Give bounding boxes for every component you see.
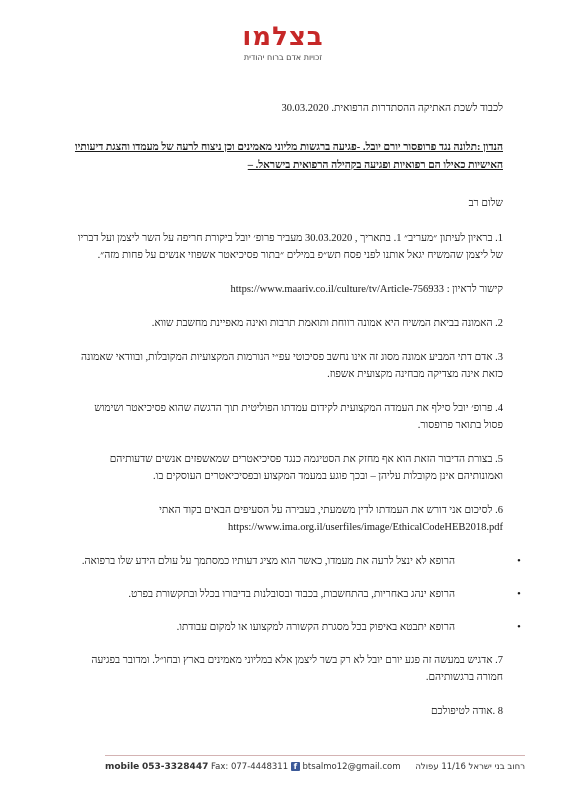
- ethics-code-link[interactable]: https://www.ima.org.il/userfiles/image/EthicalCodeHEB2018.pdf: [228, 522, 503, 533]
- list-item: [75, 586, 521, 603]
- paragraph-7: 7. אדגיש במעשה זה פגע יורם יובל לא רק בשר ליצמן אלא במליוני מאמינים בארץ ובחו״ל. ומדובר בפגיעה חמורה ברגשותיהם.: [91, 655, 503, 683]
- mobile-number: 053-3328447: [141, 762, 209, 772]
- logo-tagline: זכויות אדם ברוח יהודית: [243, 53, 323, 62]
- list-item: [75, 553, 521, 570]
- interview-link-line: [75, 281, 503, 298]
- paragraph-1: 1. בראיון לעיתון ״מעריב״ 1. בתאריך , 30.03.2020 מעביר פרופ׳ יובל ביקורת חריפה על השר ליצמן ועל דבריו של ליצמן שהמשיח יגאל אותנו לפני פסח תש״פ במילים ״בתור פסיכיאטר אשפוזי אנשים על פחות מזה״.: [77, 233, 503, 261]
- footer-divider: [105, 755, 525, 756]
- list-item-text: הרופא יתבטא באיפוק בכל מסגרת הקשורה למקצועו או למקום עבודתו.: [176, 622, 455, 633]
- paragraph-8: 8 .אודה לטיפולכם: [431, 706, 503, 717]
- addressee-line: לכבוד לשכת האתיקה ההסתדרות הרפואית. 30.03.2020: [281, 103, 503, 114]
- bullet-icon: •: [517, 556, 521, 567]
- interview-link-label: קישור לראיון :: [446, 284, 503, 295]
- facebook-icon: f: [291, 762, 300, 771]
- fax-number: 077-4448311: [230, 762, 289, 772]
- mobile-label: mobile: [105, 762, 140, 772]
- paragraph-2: 2. האמונה בביאת המשיח היא אמונה רווחת ותואמת תרבות ואינה מאפיינת מחשבת שווא.: [151, 318, 503, 329]
- list-item-text: הרופא לא ינצל לרעה את מעמדו, כאשר הוא מציג דעותיו כמסתמך על עולם הידע שלו ברפואה.: [81, 556, 455, 567]
- paragraph-4: 4. פרופ׳ יובל סילף את העמדה המקצועית לקידום עמדתו הפוליטית תוך הדגשה שהוא פסיכיאטר ושימוש פסול בתואר פרופסור.: [94, 403, 503, 431]
- bullet-icon: •: [517, 622, 521, 633]
- organization-logo: [223, 22, 343, 63]
- interview-link[interactable]: https://www.maariv.co.il/culture/tv/Article-756933: [230, 284, 445, 295]
- bullet-icon: •: [517, 589, 521, 600]
- ethics-clauses-list: [75, 553, 521, 636]
- letter-body: [74, 100, 521, 737]
- list-item: [75, 619, 521, 636]
- greeting: שלום רב: [468, 198, 503, 209]
- list-item-text: הרופא ינהג באחריות, בהתחשבות, בכבוד ובסובלנות בדיבורו בכלל ובתקשורת בפרט.: [128, 589, 455, 600]
- paragraph-3: 3. אדם דתי המביע אמונה מסוג זה אינו נחשב פסיכוטי עפ״י הנורמות המקצועיות המקובלות, ובוודאי שאמונה כזאת אינה מצדיקה מבחינה מקצועית אשפוז.: [80, 352, 503, 380]
- footer-contact: [105, 762, 401, 772]
- logo-wordmark: בצלמו: [242, 22, 324, 52]
- paragraph-6: [75, 502, 503, 536]
- subject-line: הנדון :תלונה נגד פרופסור יורם יובל. -פגיעה ברגשות מליוני מאמינים וכן ניצוח לרעה של מעמדו והצגת דיעותיו האישיות כאילו הם רפואיות ופגיעה בקהילה הרפואית בישראל. –: [74, 142, 503, 171]
- paragraph-6-text: 6. לסיכום אני דורש את העמדתו לדין משמעתי, בעבירה על הסעיפים הבאים בקוד האתי: [159, 505, 503, 516]
- footer: [105, 762, 525, 772]
- fax-label: Fax:: [211, 762, 229, 772]
- paragraph-5: 5. בצורת הדיבור הזאת הוא אף מחזק את הסטיגמה כנגד פסיכיאטרים שמאשפזים אנשים שדעותיהם ואמונותיהם אינן מקובלות עליהן – ובכך פוגע במעמד המקצוע ובפסיכיאטרים העוסקים בו.: [109, 454, 503, 482]
- street-address: רחוב בני ישראל 11/16 עפולה: [415, 762, 525, 772]
- email-address[interactable]: btsalmo12@gmail.com: [302, 762, 401, 772]
